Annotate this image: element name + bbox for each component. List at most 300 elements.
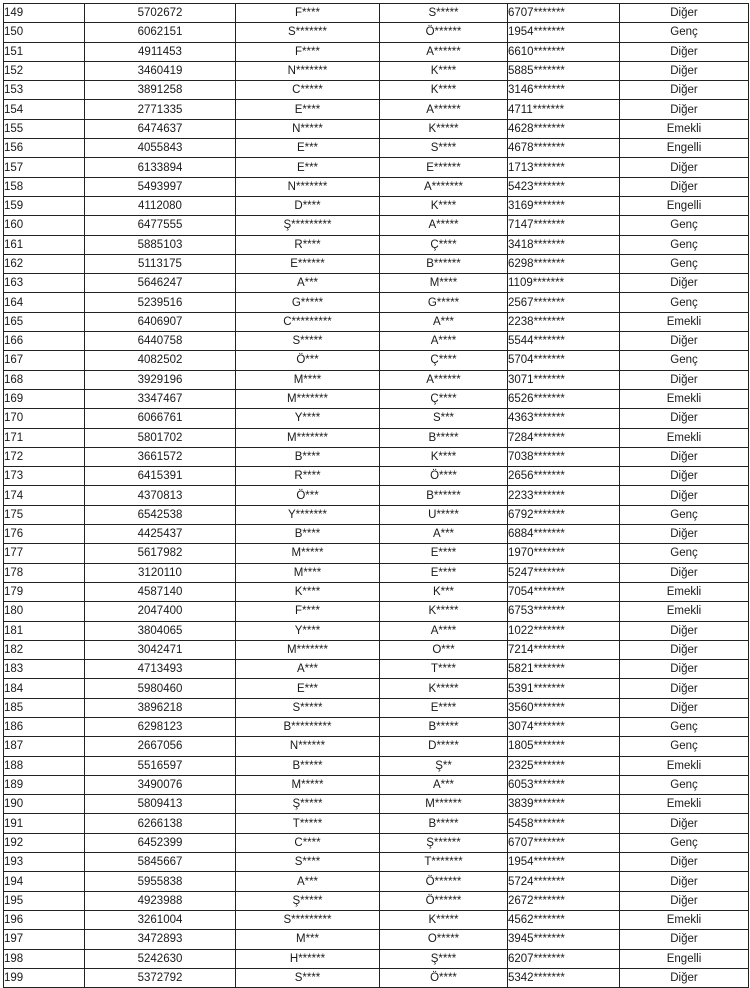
masked-surname: E**** (380, 544, 508, 563)
category-label: Genç (620, 737, 749, 756)
id-number: 5617982 (85, 544, 236, 563)
masked-phone: 4562******* (508, 910, 620, 929)
masked-surname: E****** (380, 158, 508, 177)
table-row (4, 582, 749, 601)
masked-phone: 4678******* (508, 139, 620, 158)
category-label: Genç (620, 833, 749, 852)
id-number: 6133894 (85, 158, 236, 177)
masked-phone: 6610******* (508, 42, 620, 61)
masked-phone: 3945******* (508, 930, 620, 949)
masked-phone: 6298******* (508, 254, 620, 273)
row-number: 193 (4, 853, 85, 872)
category-label: Engelli (620, 196, 749, 215)
category-label: Diğer (620, 930, 749, 949)
category-label: Genç (620, 254, 749, 273)
category-label: Diğer (620, 4, 749, 23)
masked-phone: 6526******* (508, 389, 620, 408)
masked-surname: U***** (380, 505, 508, 524)
row-number: 197 (4, 930, 85, 949)
masked-phone: 2238******* (508, 312, 620, 331)
masked-name: S***** (236, 332, 380, 351)
table-row (4, 100, 749, 119)
table-row (4, 968, 749, 987)
masked-surname: O*** (380, 640, 508, 659)
masked-phone: 3169******* (508, 196, 620, 215)
masked-surname: E**** (380, 563, 508, 582)
id-number: 6452399 (85, 833, 236, 852)
masked-phone: 1970******* (508, 544, 620, 563)
masked-surname: Ö****** (380, 23, 508, 42)
table-row (4, 602, 749, 621)
row-number: 176 (4, 525, 85, 544)
masked-surname: Ş**** (380, 949, 508, 968)
category-label: Diğer (620, 660, 749, 679)
category-label: Diğer (620, 814, 749, 833)
category-label: Genç (620, 775, 749, 794)
masked-surname: M**** (380, 274, 508, 293)
masked-name: E*** (236, 139, 380, 158)
id-number: 3460419 (85, 61, 236, 80)
masked-surname: B***** (380, 814, 508, 833)
id-number: 5239516 (85, 293, 236, 312)
masked-name: Ş********* (236, 216, 380, 235)
masked-phone: 1022******* (508, 621, 620, 640)
category-label: Diğer (620, 679, 749, 698)
masked-name: S**** (236, 853, 380, 872)
masked-phone: 5423******* (508, 177, 620, 196)
masked-phone: 4628******* (508, 119, 620, 138)
masked-surname: K**** (380, 196, 508, 215)
masked-name: N***** (236, 119, 380, 138)
masked-name: S***** (236, 698, 380, 717)
masked-name: N******* (236, 61, 380, 80)
masked-surname: A******* (380, 177, 508, 196)
masked-phone: 5724******* (508, 872, 620, 891)
row-number: 169 (4, 389, 85, 408)
category-label: Diğer (620, 447, 749, 466)
masked-phone: 3560******* (508, 698, 620, 717)
category-label: Emekli (620, 910, 749, 929)
masked-phone: 6753******* (508, 602, 620, 621)
masked-surname: K**** (380, 61, 508, 80)
masked-surname: A****** (380, 100, 508, 119)
row-number: 194 (4, 872, 85, 891)
row-number: 195 (4, 891, 85, 910)
table-row (4, 717, 749, 736)
table-row (4, 563, 749, 582)
row-number: 180 (4, 602, 85, 621)
table-row (4, 447, 749, 466)
category-label: Emekli (620, 428, 749, 447)
row-number: 182 (4, 640, 85, 659)
table-row (4, 486, 749, 505)
masked-name: A*** (236, 872, 380, 891)
masked-surname: A*** (380, 775, 508, 794)
masked-name: C**** (236, 833, 380, 852)
table-row (4, 795, 749, 814)
category-label: Diğer (620, 274, 749, 293)
row-number: 152 (4, 61, 85, 80)
masked-surname: Ş** (380, 756, 508, 775)
id-number: 4370813 (85, 486, 236, 505)
table-row (4, 679, 749, 698)
table-row (4, 833, 749, 852)
masked-phone: 7038******* (508, 447, 620, 466)
masked-phone: 1954******* (508, 23, 620, 42)
id-number: 5955838 (85, 872, 236, 891)
table-row (4, 949, 749, 968)
masked-name: E*** (236, 679, 380, 698)
category-label: Emekli (620, 582, 749, 601)
masked-name: R**** (236, 235, 380, 254)
row-number: 192 (4, 833, 85, 852)
id-number: 4425437 (85, 525, 236, 544)
row-number: 156 (4, 139, 85, 158)
masked-phone: 7284******* (508, 428, 620, 447)
category-label: Diğer (620, 891, 749, 910)
table-row (4, 312, 749, 331)
category-label: Diğer (620, 621, 749, 640)
masked-surname: Ç**** (380, 351, 508, 370)
id-number: 3929196 (85, 370, 236, 389)
id-number: 3891258 (85, 81, 236, 100)
masked-surname: Ç**** (380, 389, 508, 408)
masked-surname: Ş****** (380, 833, 508, 852)
masked-phone: 5821******* (508, 660, 620, 679)
id-number: 5801702 (85, 428, 236, 447)
id-number: 3896218 (85, 698, 236, 717)
row-number: 188 (4, 756, 85, 775)
masked-surname: Ö**** (380, 467, 508, 486)
table-row (4, 235, 749, 254)
table-row (4, 409, 749, 428)
row-number: 175 (4, 505, 85, 524)
category-label: Engelli (620, 139, 749, 158)
masked-name: M******* (236, 640, 380, 659)
masked-phone: 1805******* (508, 737, 620, 756)
masked-phone: 4711******* (508, 100, 620, 119)
masked-name: E**** (236, 100, 380, 119)
masked-name: E****** (236, 254, 380, 273)
masked-phone: 7147******* (508, 216, 620, 235)
id-number: 2667056 (85, 737, 236, 756)
table-body (4, 4, 749, 988)
masked-name: T***** (236, 814, 380, 833)
id-number: 3490076 (85, 775, 236, 794)
masked-name: M**** (236, 370, 380, 389)
masked-phone: 5391******* (508, 679, 620, 698)
row-number: 158 (4, 177, 85, 196)
category-label: Diğer (620, 370, 749, 389)
masked-name: S******* (236, 23, 380, 42)
id-number: 6406907 (85, 312, 236, 331)
masked-phone: 3071******* (508, 370, 620, 389)
masked-surname: T**** (380, 660, 508, 679)
table-row (4, 853, 749, 872)
masked-surname: D***** (380, 737, 508, 756)
masked-phone: 3839******* (508, 795, 620, 814)
masked-surname: A*** (380, 525, 508, 544)
row-number: 186 (4, 717, 85, 736)
table-row (4, 467, 749, 486)
table-row (4, 389, 749, 408)
table-row (4, 177, 749, 196)
masked-phone: 1713******* (508, 158, 620, 177)
masked-name: B**** (236, 525, 380, 544)
masked-name: S********* (236, 910, 380, 929)
masked-name: R**** (236, 467, 380, 486)
masked-surname: E**** (380, 698, 508, 717)
masked-surname: K***** (380, 679, 508, 698)
category-label: Diğer (620, 42, 749, 61)
masked-surname: K***** (380, 119, 508, 138)
id-number: 3347467 (85, 389, 236, 408)
masked-surname: A****** (380, 370, 508, 389)
masked-name: N******* (236, 177, 380, 196)
row-number: 174 (4, 486, 85, 505)
category-label: Diğer (620, 872, 749, 891)
id-number: 6066761 (85, 409, 236, 428)
masked-phone: 2233******* (508, 486, 620, 505)
table-row (4, 119, 749, 138)
masked-phone: 5704******* (508, 351, 620, 370)
masked-name: C********* (236, 312, 380, 331)
table-row (4, 274, 749, 293)
category-label: Emekli (620, 119, 749, 138)
id-number: 4055843 (85, 139, 236, 158)
masked-surname: S***** (380, 4, 508, 23)
row-number: 198 (4, 949, 85, 968)
table-row (4, 139, 749, 158)
masked-phone: 6053******* (508, 775, 620, 794)
row-number: 163 (4, 274, 85, 293)
id-number: 4713493 (85, 660, 236, 679)
id-number: 4923988 (85, 891, 236, 910)
id-number: 3804065 (85, 621, 236, 640)
masked-surname: K***** (380, 910, 508, 929)
row-number: 165 (4, 312, 85, 331)
category-label: Diğer (620, 61, 749, 80)
id-number: 6415391 (85, 467, 236, 486)
table-row (4, 61, 749, 80)
masked-surname: B****** (380, 254, 508, 273)
masked-name: F**** (236, 602, 380, 621)
masked-surname: K***** (380, 602, 508, 621)
table-row (4, 254, 749, 273)
table-row (4, 23, 749, 42)
masked-surname: A**** (380, 332, 508, 351)
row-number: 183 (4, 660, 85, 679)
masked-surname: Ö****** (380, 891, 508, 910)
row-number: 196 (4, 910, 85, 929)
masked-phone: 5247******* (508, 563, 620, 582)
table-row (4, 42, 749, 61)
row-number: 181 (4, 621, 85, 640)
row-number: 155 (4, 119, 85, 138)
masked-name: Y**** (236, 409, 380, 428)
row-number: 150 (4, 23, 85, 42)
id-number: 5372792 (85, 968, 236, 987)
masked-phone: 1109******* (508, 274, 620, 293)
id-number: 6440758 (85, 332, 236, 351)
masked-name: H****** (236, 949, 380, 968)
masked-surname: S*** (380, 409, 508, 428)
category-label: Genç (620, 505, 749, 524)
category-label: Diğer (620, 409, 749, 428)
masked-name: E*** (236, 158, 380, 177)
id-number: 3472893 (85, 930, 236, 949)
masked-name: B********* (236, 717, 380, 736)
masked-surname: T******* (380, 853, 508, 872)
masked-name: B***** (236, 756, 380, 775)
category-label: Engelli (620, 949, 749, 968)
row-number: 172 (4, 447, 85, 466)
row-number: 154 (4, 100, 85, 119)
id-number: 6542538 (85, 505, 236, 524)
row-number: 170 (4, 409, 85, 428)
category-label: Diğer (620, 332, 749, 351)
row-number: 189 (4, 775, 85, 794)
id-number: 5646247 (85, 274, 236, 293)
masked-surname: Ç**** (380, 235, 508, 254)
table-row (4, 332, 749, 351)
table-row (4, 216, 749, 235)
masked-surname: Ö**** (380, 968, 508, 987)
masked-name: M*** (236, 930, 380, 949)
masked-surname: K*** (380, 582, 508, 601)
table-row (4, 775, 749, 794)
category-label: Diğer (620, 525, 749, 544)
category-label: Emekli (620, 795, 749, 814)
masked-phone: 6207******* (508, 949, 620, 968)
table-row (4, 756, 749, 775)
table-row (4, 4, 749, 23)
row-number: 162 (4, 254, 85, 273)
category-label: Genç (620, 235, 749, 254)
masked-name: M***** (236, 544, 380, 563)
row-number: 179 (4, 582, 85, 601)
table-row (4, 814, 749, 833)
table-row (4, 525, 749, 544)
masked-name: G***** (236, 293, 380, 312)
masked-phone: 3418******* (508, 235, 620, 254)
masked-surname: B****** (380, 486, 508, 505)
table-row (4, 505, 749, 524)
category-label: Emekli (620, 312, 749, 331)
id-number: 5242630 (85, 949, 236, 968)
category-label: Emekli (620, 602, 749, 621)
masked-name: F**** (236, 4, 380, 23)
table-row (4, 621, 749, 640)
masked-surname: A****** (380, 42, 508, 61)
masked-phone: 5342******* (508, 968, 620, 987)
masked-name: C***** (236, 81, 380, 100)
id-number: 3042471 (85, 640, 236, 659)
records-table (3, 3, 749, 988)
masked-name: Ş***** (236, 795, 380, 814)
masked-name: M**** (236, 563, 380, 582)
row-number: 187 (4, 737, 85, 756)
row-number: 190 (4, 795, 85, 814)
row-number: 166 (4, 332, 85, 351)
id-number: 6474637 (85, 119, 236, 138)
row-number: 153 (4, 81, 85, 100)
row-number: 159 (4, 196, 85, 215)
id-number: 2047400 (85, 602, 236, 621)
id-number: 6266138 (85, 814, 236, 833)
row-number: 199 (4, 968, 85, 987)
category-label: Diğer (620, 158, 749, 177)
masked-surname: B***** (380, 717, 508, 736)
masked-phone: 2567******* (508, 293, 620, 312)
masked-name: Ö*** (236, 351, 380, 370)
row-number: 149 (4, 4, 85, 23)
row-number: 168 (4, 370, 85, 389)
masked-phone: 6707******* (508, 4, 620, 23)
masked-surname: A*** (380, 312, 508, 331)
row-number: 151 (4, 42, 85, 61)
table-row (4, 196, 749, 215)
id-number: 5702672 (85, 4, 236, 23)
row-number: 164 (4, 293, 85, 312)
masked-name: M******* (236, 428, 380, 447)
id-number: 3120110 (85, 563, 236, 582)
row-number: 171 (4, 428, 85, 447)
row-number: 173 (4, 467, 85, 486)
masked-phone: 5544******* (508, 332, 620, 351)
masked-name: K**** (236, 582, 380, 601)
masked-phone: 1954******* (508, 853, 620, 872)
masked-surname: K**** (380, 447, 508, 466)
masked-name: M******* (236, 389, 380, 408)
category-label: Diğer (620, 968, 749, 987)
masked-phone: 3146******* (508, 81, 620, 100)
masked-surname: S**** (380, 139, 508, 158)
masked-name: Y**** (236, 621, 380, 640)
masked-name: N****** (236, 737, 380, 756)
category-label: Diğer (620, 853, 749, 872)
masked-name: Y******* (236, 505, 380, 524)
masked-name: B**** (236, 447, 380, 466)
table-row (4, 81, 749, 100)
id-number: 5493997 (85, 177, 236, 196)
masked-surname: A**** (380, 621, 508, 640)
category-label: Genç (620, 293, 749, 312)
masked-phone: 2325******* (508, 756, 620, 775)
category-label: Diğer (620, 177, 749, 196)
masked-phone: 3074******* (508, 717, 620, 736)
table-row (4, 737, 749, 756)
table-row (4, 293, 749, 312)
id-number: 6298123 (85, 717, 236, 736)
masked-name: A*** (236, 660, 380, 679)
category-label: Diğer (620, 467, 749, 486)
row-number: 178 (4, 563, 85, 582)
category-label: Diğer (620, 563, 749, 582)
category-label: Genç (620, 717, 749, 736)
table-row (4, 910, 749, 929)
masked-name: S**** (236, 968, 380, 987)
masked-phone: 6707******* (508, 833, 620, 852)
masked-surname: Ö****** (380, 872, 508, 891)
id-number: 5516597 (85, 756, 236, 775)
row-number: 177 (4, 544, 85, 563)
table-row (4, 351, 749, 370)
category-label: Genç (620, 23, 749, 42)
masked-phone: 2672******* (508, 891, 620, 910)
masked-name: M***** (236, 775, 380, 794)
table-row (4, 370, 749, 389)
